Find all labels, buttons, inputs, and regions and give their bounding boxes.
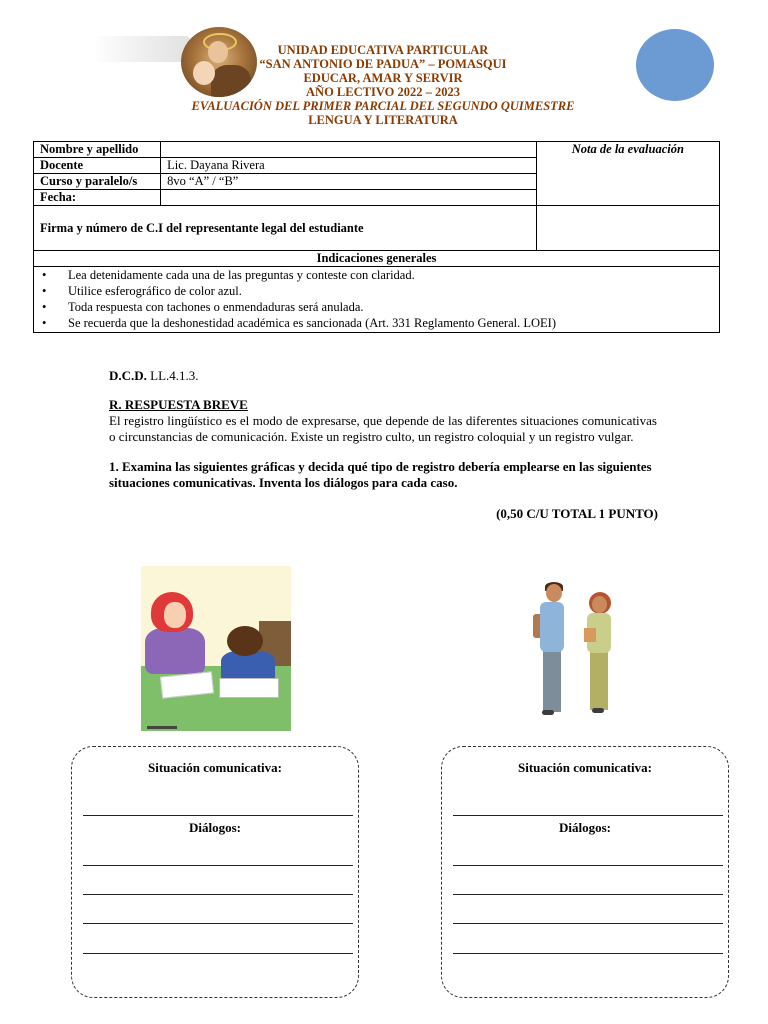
indicaciones-list (38, 267, 715, 331)
student-info-table (33, 141, 720, 333)
nota-label: Nota de la evaluación (536, 142, 719, 206)
dialogo-answer-line[interactable] (83, 953, 353, 954)
dcd-label: D.C.D. (109, 368, 147, 383)
situacion-answer-line[interactable] (453, 815, 723, 816)
fecha-label: Fecha: (34, 190, 161, 206)
exam-title: EVALUACIÓN DEL PRIMER PARCIAL DEL SEGUNDO QUIMESTRE (191, 99, 575, 113)
indicaciones-title: Indicaciones generales (34, 251, 720, 267)
dialogo-answer-line[interactable] (453, 865, 723, 866)
section-title: R. RESPUESTA BREVE (109, 397, 248, 412)
question-1: 1. Examina las siguientes gráficas y decida qué tipo de registro debería emplearse en las siguientes situaciones comunicativas. Inventa los diálogos para cada caso. (109, 459, 652, 490)
dialogo-answer-line[interactable] (83, 865, 353, 866)
blue-circle-decoration (636, 29, 714, 101)
indicacion-item: • Utilice esferográfico de color azul. (60, 283, 715, 299)
school-name: “SAN ANTONIO DE PADUA” – POMASQUI (259, 57, 507, 71)
dialogo-answer-line[interactable] (83, 894, 353, 895)
firma-label: Firma y número de C.I del representante legal del estudiante (34, 206, 537, 251)
answer-box-1 (71, 746, 359, 998)
school-type: UNIDAD EDUCATIVA PARTICULAR (277, 43, 489, 57)
indicaciones-cell (34, 267, 720, 333)
curso-value: 8vo “A” / “B” (161, 174, 537, 190)
indicacion-item: • Lea detenidamente cada una de las preguntas y conteste con claridad. (60, 267, 715, 283)
intro-paragraph: El registro lingüístico es el modo de expresarse, que depende de las diferentes situaciones comunicativas o circunstancias de comunicación. Existe un registro culto, un registro coloquial y un registro vulgar. (109, 413, 657, 444)
dialogo-answer-line[interactable] (453, 953, 723, 954)
curso-label: Curso y paralelo/s (34, 174, 161, 190)
docente-value: Lic. Dayana Rivera (161, 158, 537, 174)
dialogos-label: Diálogos: (559, 820, 611, 835)
two-people-talking-illustration (490, 570, 658, 728)
firma-field[interactable] (536, 206, 719, 251)
nombre-field[interactable] (161, 142, 537, 158)
answer-box-2 (441, 746, 729, 998)
indicacion-item: • Toda respuesta con tachones o enmendaduras será anulada. (60, 299, 715, 315)
dcd-value: LL.4.1.3. (150, 368, 199, 383)
docente-label: Docente (34, 158, 161, 174)
dialogo-answer-line[interactable] (83, 923, 353, 924)
situacion-answer-line[interactable] (83, 815, 353, 816)
dialogo-answer-line[interactable] (453, 894, 723, 895)
dialogos-label: Diálogos: (189, 820, 241, 835)
points-label: (0,50 C/U TOTAL 1 PUNTO) (496, 506, 658, 521)
situacion-label: Situación comunicativa: (518, 760, 652, 775)
teacher-student-illustration (141, 566, 291, 731)
fecha-field[interactable] (161, 190, 537, 206)
dcd-line (109, 368, 199, 384)
dialogo-answer-line[interactable] (453, 923, 723, 924)
school-motto: EDUCAR, AMAR Y SERVIR (303, 71, 463, 85)
nombre-label: Nombre y apellido (34, 142, 161, 158)
school-year: AÑO LECTIVO 2022 – 2023 (306, 85, 460, 99)
subject-title: LENGUA Y LITERATURA (308, 113, 458, 127)
indicacion-item: • Se recuerda que la deshonestidad académica es sancionada (Art. 331 Reglamento General. LOEI) (60, 315, 715, 331)
situacion-label: Situación comunicativa: (148, 760, 282, 775)
